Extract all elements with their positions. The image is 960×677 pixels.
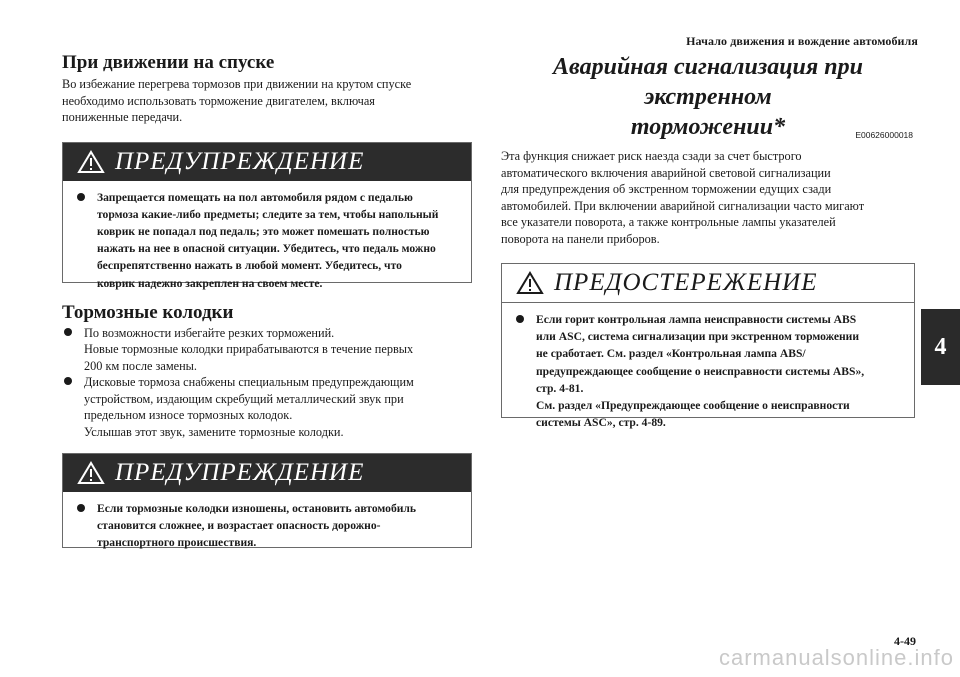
emergency-line: поворота на панели приборов. [501,231,660,246]
caution-body [502,303,914,439]
emergency-title-block [501,52,915,142]
caution-title: ПРЕДОСТЕРЕЖЕНИЕ [554,269,818,296]
downhill-line: необходимо использовать торможение двигателем, включая [62,93,375,108]
warning-line: тормоза какие-либо предметы; следите за тем, чтобы напольный [97,207,439,221]
warning-body [63,492,471,560]
emergency-line: Эта функция снижает риск наезда сзади за счет быстрого [501,149,802,163]
brake-pads-item [62,325,472,375]
warning-line: беспрепятственно нажать в любой момент. Убедитесь, что [97,259,402,273]
downhill-line: Во избежание перегрева тормозов при движении на крутом спуске [62,77,412,91]
bullet-dot-icon [77,504,85,512]
emergency-line: автомобилей. При включении аварийной сигнализации часто мигают [501,198,865,213]
warning-line: Запрещается помещать на пол автомобиля рядом с педалью [97,190,413,204]
warning-title: ПРЕДУПРЕЖДЕНИЕ [115,147,365,175]
warning-title: ПРЕДУПРЕЖДЕНИЕ [115,459,365,486]
warning-line: становится сложнее, и возрастает опасность дорожно- [97,519,381,533]
warning-triangle-icon [77,461,105,485]
brake-pads-title: Тормозные колодки [62,301,234,323]
emergency-line: автоматического включения аварийной световой сигнализации [501,165,831,180]
warning-item [73,189,461,292]
warning-line: нажать на нее в опасной ситуации. Убедитесь, что педаль можно [97,242,436,256]
warning-triangle-icon [516,271,544,295]
caution-item [512,311,904,431]
left-column [62,52,472,548]
brake-pads-line: По возможности избегайте резких торможений. [84,325,335,340]
bullet-dot-icon [64,328,72,336]
warning-header [63,454,471,492]
warning-line: Если тормозные колодки изношены, остановить автомобиль [97,502,417,515]
brake-pads-list [62,325,472,441]
warning-line: коврик надежно закреплен на своем месте. [97,276,323,290]
brake-pads-line: Новые тормозные колодки прирабатываются в течение первых [84,342,414,356]
brake-pads-line: Дисковые тормоза снабжены специальным предупреждающим [84,375,414,389]
bullet-dot-icon [64,377,72,385]
warning-body [63,181,471,300]
emergency-title [501,52,915,142]
caution-line: См. раздел «Предупреждающее сообщение о неисправности [536,399,850,413]
warning-triangle-icon [77,150,105,174]
emergency-title-line: Аварийная сигнализация при экстренном [553,54,863,110]
emergency-line: все указатели поворота, а также контрольные лампы указателей [501,215,836,229]
brake-pads-item [62,374,472,440]
warning-line: коврик не попадал под педаль; это может помешать полностью [97,224,430,238]
brake-pads-line: 200 км после замены. [84,358,197,373]
bullet-dot-icon [77,193,85,201]
warning-box-pads [62,453,472,548]
right-column [501,52,915,430]
warning-box-floor-mat [62,142,472,290]
watermark: carmanualsonline.info [718,645,954,670]
emergency-text [501,148,915,247]
brake-pads-line: Услышав этот звук, замените тормозные колодки. [84,424,344,439]
caution-line: предупреждающее сообщение о неисправности системы ABS», [536,364,865,378]
bullet-dot-icon [516,315,524,323]
caution-box [501,263,915,430]
downhill-title: При движении на спуске [62,52,275,73]
caution-line: системы ASC», стр. 4-89. [536,416,666,430]
page-number: 4-49 [894,634,916,648]
caution-header [502,264,914,303]
emergency-title-line: торможении* [630,114,786,140]
downhill-line: пониженные передачи. [62,110,183,124]
warning-item [73,500,461,552]
section-code: E00626000018 [855,130,913,140]
warning-line: транспортного происшествия. [97,536,257,550]
caution-line: или ASC, система сигнализации при экстренном торможении [536,330,860,344]
caution-line: стр. 4-81. [536,381,584,395]
caution-line: Если горит контрольная лампа неисправности системы ABS [536,313,857,326]
warning-header [63,143,471,181]
brake-pads-line: предельном износе тормозных колодок. [84,408,293,422]
running-header: Начало движения и вождение автомобиля [686,34,918,48]
chapter-tab: 4 [921,309,960,385]
caution-line: не сработает. См. раздел «Контрольная лампа ABS/ [536,347,806,361]
brake-pads-line: устройством, издающим скребущий металлический звук при [84,391,404,406]
downhill-text [62,76,472,126]
emergency-line: для предупреждения об экстренном торможении едущих сзади [501,182,832,196]
